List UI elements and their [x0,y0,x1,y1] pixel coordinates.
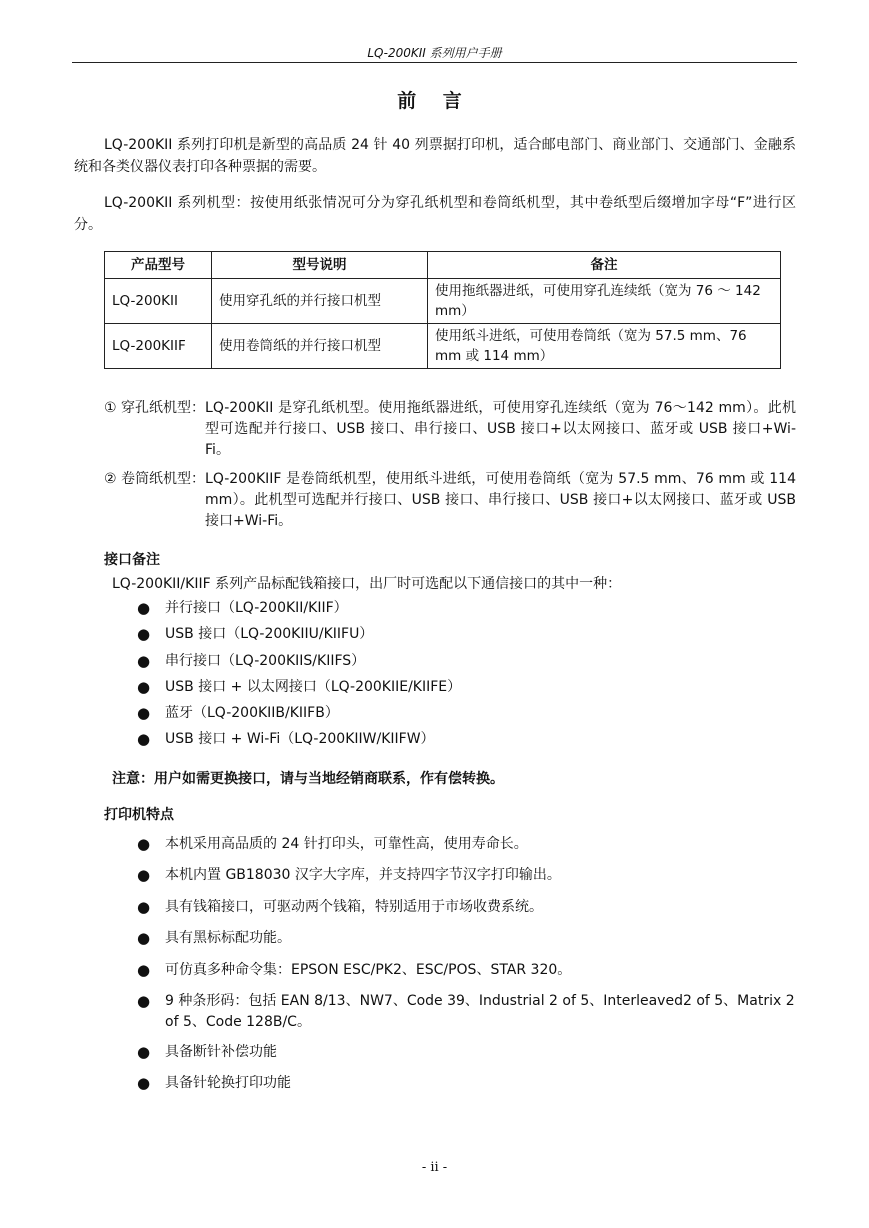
features-section-title: 打印机特点 [104,807,174,823]
table-header-cell: 型号说明 [212,252,428,279]
list-item-text: 本机内置 GB18030 汉字大字库，并支持四字节汉字打印输出。 [165,867,561,883]
note-text: LQ-200KII 是穿孔纸机型。使用拖纸器进纸，可使用穿孔连续纸（宽为 76～142 mm）。此机型可选配并行接口、USB 接口、串行接口、USB 接口+以太网接口、蓝牙或 USB 接口+Wi-Fi。 [205,400,796,458]
intro-paragraph-1: LQ-200KII 系列打印机是新型的高品质 24 针 40 列票据打印机，适合邮电部门、商业部门、交通部门、金融系统和各类仪器仪表打印各种票据的需要。 [74,137,796,175]
note-perforated [104,398,796,461]
bullet-icon: ● [137,866,151,884]
running-header: LQ-200KII 系列用户手册 [367,46,502,60]
bullet-icon: ● [137,730,151,748]
interface-section-title: 接口备注 [104,552,160,568]
table-cell-description: 使用穿孔纸的并行接口机型 [212,279,428,324]
table-cell-description: 使用卷筒纸的并行接口机型 [212,324,428,369]
list-item [137,960,796,981]
intro-paragraph-2: LQ-200KII 系列机型：按使用纸张情况可分为穿孔纸机型和卷筒纸机型，其中卷纸型后缀增加字母“F”进行区分。 [74,195,796,233]
bullet-icon: ● [137,835,151,853]
list-item-text: 具备针轮换打印功能 [165,1075,291,1091]
list-item-text: USB 接口 + Wi-Fi（LQ-200KIIW/KIIFW） [165,731,435,747]
list-item [137,991,796,1033]
list-item-text: 本机采用高品质的 24 针打印头，可靠性高，使用寿命长。 [165,836,528,852]
list-item-text: 具有黑标标配功能。 [165,930,291,946]
table-cell-model: LQ-200KIIF [105,324,212,369]
table-cell-model: LQ-200KII [105,279,212,324]
table-header-cell: 产品型号 [105,252,212,279]
bullet-icon: ● [137,898,151,916]
list-item-text: USB 接口（LQ-200KIIU/KIIFU） [165,626,374,642]
bullet-icon: ● [137,1074,151,1092]
table-row [105,279,781,324]
list-item [137,897,796,918]
list-item-text: 具备断针补偿功能 [165,1044,277,1060]
bullet-icon: ● [137,992,151,1010]
table-cell-remark: 使用拖纸器进纸，可使用穿孔连续纸（宽为 76 ～ 142 mm） [428,279,781,324]
bullet-icon: ● [137,652,151,670]
bullet-icon: ● [137,929,151,947]
list-item [137,651,796,672]
bullet-icon: ● [137,1043,151,1061]
note-text: LQ-200KIIF 是卷筒纸机型，使用纸斗进纸，可使用卷筒纸（宽为 57.5 mm、76 mm 或 114 mm）。此机型可选配并行接口、USB 接口、串行接口、USB 接口+以太网接口、蓝牙或 USB 接口+Wi-Fi。 [205,471,796,529]
list-item-text: 9 种条形码：包括 EAN 8/13、NW7、Code 39、Industrial 2 of 5、Interleaved2 of 5、Matrix 2 of 5、Code 128B/C。 [165,993,795,1030]
list-item [137,598,796,619]
table-row [105,324,781,369]
list-item [137,624,796,645]
list-item [137,928,796,949]
note-label: ① 穿孔纸机型： [104,400,206,416]
model-table [104,251,781,369]
bullet-icon: ● [137,625,151,643]
list-item [137,834,796,855]
note-label: ② 卷筒纸机型： [104,471,206,487]
list-item-text: 蓝牙（LQ-200KIIB/KIIFB） [165,705,339,721]
page-title: 前 言 [397,90,472,112]
list-item [137,677,796,698]
interface-intro: LQ-200KII/KIIF 系列产品标配钱箱接口，出厂时可选配以下通信接口的其中一种： [112,576,622,592]
list-item-text: 串行接口（LQ-200KIIS/KIIFS） [165,653,366,669]
bullet-icon: ● [137,704,151,722]
list-item-text: 具有钱箱接口，可驱动两个钱箱，特别适用于市场收费系统。 [165,899,543,915]
list-item [137,703,796,724]
list-item-text: 并行接口（LQ-200KII/KIIF） [165,600,348,616]
table-cell-remark: 使用纸斗进纸，可使用卷筒纸（宽为 57.5 mm、76 mm 或 114 mm） [428,324,781,369]
interface-notice: 注意：用户如需更换接口，请与当地经销商联系，作有偿转换。 [112,771,504,787]
list-item [137,1042,796,1063]
note-roll [104,469,796,532]
list-item [137,729,796,750]
table-header-cell: 备注 [428,252,781,279]
list-item [137,865,796,886]
bullet-icon: ● [137,599,151,617]
bullet-icon: ● [137,961,151,979]
bullet-icon: ● [137,678,151,696]
list-item-text: USB 接口 + 以太网接口（LQ-200KIIE/KIIFE） [165,679,462,695]
list-item-text: 可仿真多种命令集：EPSON ESC/PK2、ESC/POS、STAR 320。 [165,962,572,978]
header-divider [72,62,797,63]
table-header-row [105,252,781,279]
page-number: - ii - [421,1160,448,1175]
list-item [137,1073,796,1094]
